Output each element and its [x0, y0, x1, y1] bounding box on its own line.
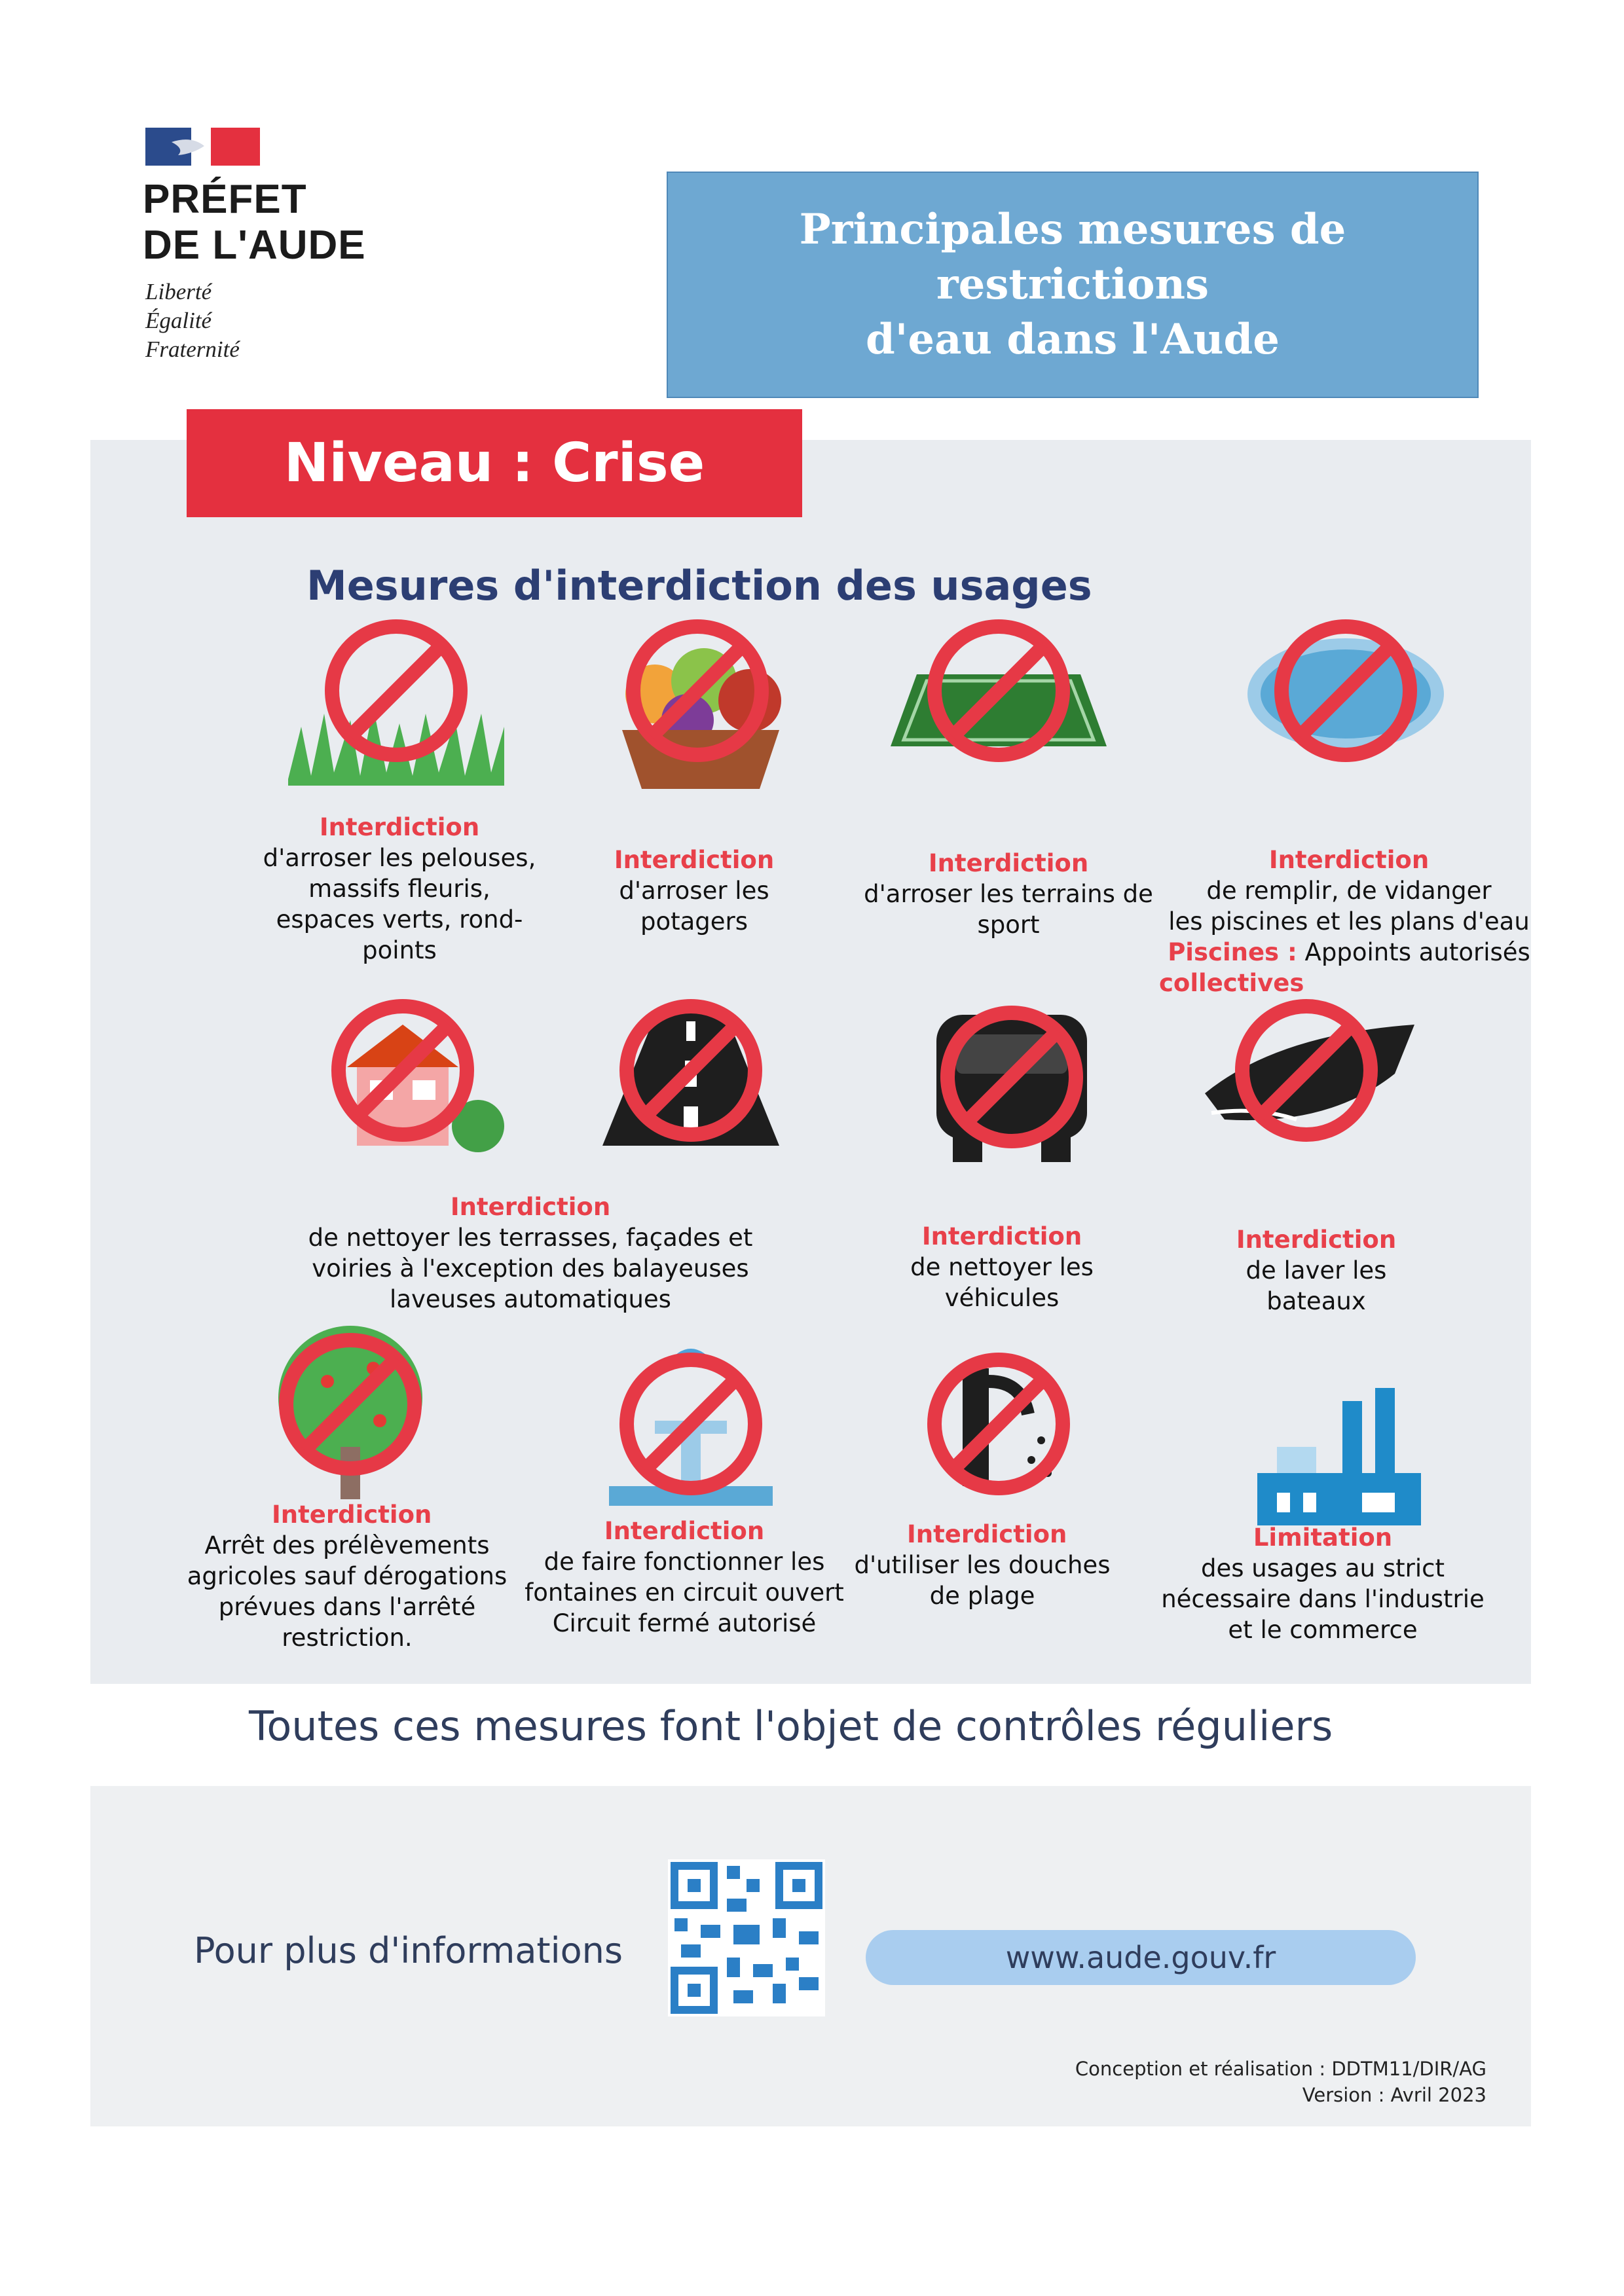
measure-caption-terraces — [288, 1192, 773, 1315]
more-info-label: Pour plus d'informations — [194, 1930, 623, 1971]
caption-line: points — [362, 936, 437, 964]
level-banner: Niveau : Crise — [187, 409, 802, 517]
controls-statement: Toutes ces mesures font l'objet de contrôles réguliers — [249, 1702, 1333, 1750]
prefet-line2: DE L'AUDE — [143, 223, 366, 268]
caption-line: d'arroser les — [619, 877, 769, 905]
document-title-box — [667, 172, 1479, 398]
house-icon — [295, 995, 511, 1192]
caption-line: Circuit fermé autorisé — [552, 1609, 817, 1637]
measure-keyword: Interdiction — [928, 849, 1089, 877]
measure-keyword: Interdiction — [604, 1517, 765, 1545]
caption-line: véhicules — [944, 1284, 1060, 1312]
shower-icon — [891, 1342, 1107, 1539]
measure-caption-lawns — [249, 812, 550, 966]
measure-keyword: Interdiction — [614, 846, 775, 874]
caption-line: de remplir, de vidanger — [1206, 877, 1492, 905]
caption-line: les piscines et les plans d'eau — [1168, 907, 1530, 936]
vegetable-basket-icon — [589, 615, 805, 812]
boat-icon — [1198, 995, 1414, 1192]
prefet-title — [143, 177, 366, 268]
measure-keyword: Interdiction — [272, 1501, 432, 1529]
caption-line: Arrêt des prélèvements — [204, 1531, 490, 1559]
caption-line: de faire fonctionner les — [544, 1548, 825, 1576]
motto-fraternite: Fraternité — [145, 337, 240, 362]
caption-line: bateaux — [1266, 1287, 1366, 1315]
caption-line: potagers — [640, 907, 748, 936]
caption-line: nécessaire dans l'industrie — [1161, 1585, 1485, 1613]
measure-caption-showers — [851, 1519, 1113, 1611]
website-link[interactable]: www.aude.gouv.fr — [866, 1930, 1416, 1985]
measure-keyword: Interdiction — [1236, 1226, 1397, 1254]
measure-caption-agriculture — [183, 1499, 511, 1653]
caption-line: d'utiliser les douches — [854, 1551, 1111, 1579]
caption-line: restriction. — [282, 1624, 413, 1652]
qr-code-icon[interactable] — [668, 1859, 825, 2016]
caption-line: de plage — [929, 1582, 1035, 1610]
pools-keyword: Piscines : — [1168, 938, 1297, 966]
measure-caption-industry — [1153, 1522, 1493, 1645]
caption-line: espaces verts, rond- — [276, 905, 523, 934]
measure-keyword: Interdiction — [450, 1193, 611, 1221]
measure-caption-pools — [1159, 845, 1532, 998]
measure-keyword: Interdiction — [1268, 846, 1430, 874]
measure-keyword: Interdiction — [921, 1222, 1082, 1250]
caption-line — [1166, 937, 1532, 968]
motto — [145, 278, 240, 364]
grass-icon — [288, 615, 504, 812]
motto-liberte: Liberté — [145, 279, 212, 304]
caption-line: agricoles sauf dérogations — [187, 1562, 507, 1590]
road-icon — [583, 995, 799, 1192]
sports-field-icon — [891, 615, 1107, 812]
pools-keyword2: collectives — [1159, 969, 1304, 997]
pool-icon — [1238, 615, 1454, 812]
caption-line: d'arroser les terrains de — [864, 880, 1153, 908]
caption-line: massifs fleuris, — [308, 875, 490, 903]
caption-line: fontaines en circuit ouvert — [525, 1578, 844, 1607]
caption-line: voiries à l'exception des balayeuses — [312, 1254, 749, 1283]
motto-egalite: Égalité — [145, 308, 212, 333]
caption-line: de laver les — [1246, 1256, 1387, 1285]
caption-line: de nettoyer les — [910, 1253, 1094, 1281]
measure-caption-gardens — [576, 845, 812, 937]
measure-keyword: Interdiction — [907, 1520, 1067, 1548]
caption-line: des usages au strict — [1201, 1554, 1445, 1582]
caption-line: d'arroser les pelouses, — [263, 844, 536, 872]
credits-design: Conception et réalisation : DDTM11/DIR/AG — [1075, 2058, 1486, 2080]
title-line1: Principales mesures de restrictions — [799, 205, 1346, 309]
caption-line: laveuses automatiques — [390, 1285, 671, 1313]
caption-line: prévues dans l'arrêté — [218, 1593, 476, 1621]
tree-icon — [242, 1322, 458, 1519]
prefet-line1: PRÉFET — [143, 177, 307, 222]
caption-line: et le commerce — [1228, 1616, 1418, 1644]
credits — [982, 2056, 1486, 2108]
credits-version: Version : Avril 2023 — [1302, 2084, 1486, 2106]
marianne-logo — [145, 128, 260, 166]
caption-line — [1159, 968, 1532, 998]
measure-keyword: Interdiction — [319, 813, 480, 841]
measure-caption-fountains — [517, 1516, 851, 1639]
measure-keyword: Limitation — [1253, 1523, 1393, 1552]
title-line2: d'eau dans l'Aude — [866, 315, 1280, 364]
caption-line: sport — [977, 911, 1040, 939]
pools-text: Appoints autorisés — [1304, 938, 1530, 966]
fountain-icon — [583, 1342, 799, 1539]
measure-caption-vehicles — [884, 1221, 1120, 1313]
measure-caption-sports — [851, 848, 1166, 940]
car-icon — [904, 995, 1120, 1192]
measure-caption-boats — [1198, 1224, 1434, 1317]
caption-line: de nettoyer les terrasses, façades et — [308, 1224, 753, 1252]
section-title: Mesures d'interdiction des usages — [306, 562, 1092, 610]
